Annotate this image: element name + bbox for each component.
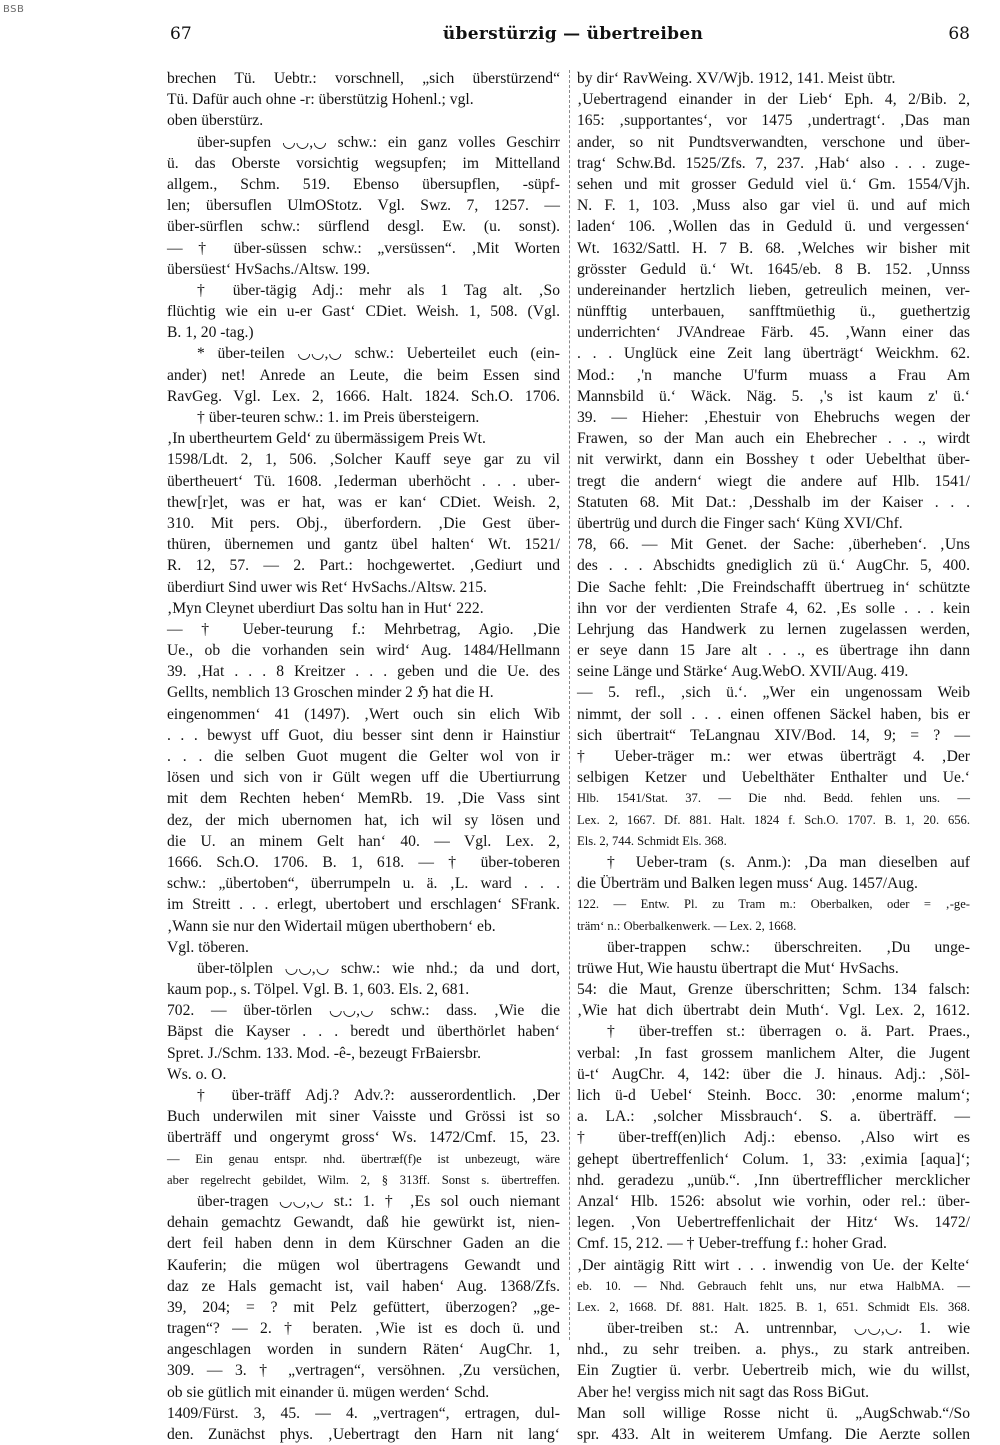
text-line: den. Zunächst phys. ‚Uebertragt den Harn nit lang‘ (167, 1426, 560, 1443)
text-line: 1409/Fürst. 3, 45. — 4. „vertragen“, ertragen, dul- (167, 1404, 560, 1422)
text-line: über-sürflen schw.: sürflend desgl. Ew. (u. sonst). (167, 218, 560, 236)
text-line: Gellts, nemblich 13 Groschen minder 2 ℌ hat die H. (167, 684, 494, 702)
text-line: ‚Uebertragend einander in der Lieb‘ Eph. 4, 2/Bib. 2, (577, 91, 970, 109)
text-line: daz ze Hals gemacht ist, vail haben‘ Aug. 1368/Zfs. (167, 1277, 560, 1295)
text-line: grösster Geduld ü.‘ Wt. 1645/eb. 8 B. 152. ‚Unnss (577, 260, 970, 278)
text-line: ‚Wie hat dich übertrabt dein Muth‘. Vgl. Lex. 2, 1612. (577, 1002, 970, 1020)
text-line: † Ueber-träger m.: wer etwas überträgt 4. ‚Der (577, 748, 970, 765)
text-line: Ws. o. O. (167, 1065, 227, 1083)
text-line: R. 12, 57. — 2. Part.: hochgewertet. ‚Gediurt und (167, 557, 560, 575)
page-header (166, 22, 980, 48)
text-line: Els. 2, 744. Schmidt Els. 368. (577, 833, 727, 848)
text-line: N. F. 1, 103. ‚Muss also gar viel ü. und auf mich (577, 197, 970, 215)
text-line: laden‘ 106. ‚Wollen das in Geduld ü. und vergessen‘ (577, 218, 970, 236)
text-line: gehept übertreffenlich‘ Colum. 1, 33: ‚eximia [aqua]‘; (577, 1150, 970, 1168)
text-line: 39. — Hieher: ‚Ehestuir von Ehebruchs wegen der (577, 409, 970, 426)
text-line: nimmt, der soll . . . einen offenen Säckel haben, bis er (577, 705, 970, 723)
text-line: 702. — über-törlen ◡◡,◡ schw.: dass. ‚Wie die (167, 1002, 560, 1020)
text-line: sich übertrait“ TeLangnau XIV/Bod. 14, 9; = ? — (577, 726, 970, 744)
text-line: * über-teilen ◡◡,◡ schw.: Ueberteilet euch (ein- (197, 345, 560, 363)
text-line: — Ein genau entspr. nhd. übertræf(f)e ist unbezeugt, wäre (167, 1151, 560, 1166)
text-line: † Ueber-tram (s. Anm.): ‚Da man dieselben auf (607, 853, 970, 871)
text-line: by dir‘ RavWeing. XV/Wjb. 1912, 141. Meist übtr. (577, 70, 896, 87)
text-line: über-tölplen ◡◡,◡ schw.: wie nhd.; da und dort, (197, 959, 560, 977)
text-line: aber regelrecht gebildet, Wilm. 2, § 313ff. Sonst s. übertreffen. (167, 1172, 560, 1187)
text-line: ander) net! Anrede an Leute, die beim Essen sind (167, 366, 560, 384)
text-line: Ue., ob die vorhanden sein wird‘ Aug. 1484/Hellmann (167, 642, 560, 660)
text-line: nhd. geradezu „unüb.“. ‚Inn übertrefflicher mercklicher (577, 1171, 970, 1189)
text-line: Statuten 68. Mit Dat.: ‚Desshalb im der Kaiser . . . (577, 493, 970, 511)
text-line: brechen Tü. Uebtr.: vorschnell, „sich überstürzend“ (167, 70, 560, 87)
text-line: überträff und ongerymt gross‘ Ws. 1472/Cmf. 15, 23. (167, 1129, 560, 1147)
text-line: oben überstürz. (167, 112, 264, 130)
text-line: 39. ‚Hat . . . 8 Kreitzer . . . geben und die Ue. des (167, 663, 560, 681)
text-line: träm‘ n.: Oberbalkenwerk. — Lex. 2, 1668. (577, 918, 797, 933)
text-line: Spret. J./Schm. 133. Mod. -ê-, bezeugt FrBaiersbr. (167, 1044, 481, 1062)
text-line: über-supfen ◡◡,◡ schw.: ein ganz volles Geschirr (197, 133, 560, 151)
text-line: selbigen Ketzer und Uebelthäter Enthalter und Ue.‘ (577, 769, 970, 787)
text-line: . . . die selben Guot mugent die Gelter wol von ir (167, 748, 560, 765)
text-line: 310. Mit pers. Obj., überfordern. ‚Die Gest über- (167, 514, 560, 532)
text-line: Lehrjung das Handwerk zu lernen zugelassen werden, (577, 620, 970, 638)
text-line: dert feil haben denn in dem Kürschner Gaden an die (167, 1235, 560, 1253)
text-line: ‚Der aintägig Ritt wirt . . . inwendig von Ue. der Kelte‘ (577, 1256, 970, 1274)
text-line: nit verwirkt, dann ein Bosshey t oder Uebelthat über- (577, 451, 970, 469)
text-line: des . . . Abschidts gnediglich zü ü.‘ AugChr. 5, 400. (577, 557, 970, 575)
text-line: — † Ueber-teurung f.: Mehrbetrag, Agio. ‚Die (167, 620, 560, 638)
library-stamp: BSB (3, 4, 25, 15)
text-line: Tü. Dafür auch ohne -r: überstützig Hohenl.; vgl. (167, 91, 474, 109)
text-line: Vgl. töberen. (167, 938, 249, 956)
text-line: — 5. refl., ‚sich ü.‘. „Wer ein ungenossam Weib (577, 684, 970, 702)
text-line: eingenommen‘ 41 (1497). ‚Wert ouch sin elich Wib (167, 705, 560, 723)
text-line: im Streitt . . . erlegt, ubertobert und erschlagen‘ SFrank. (167, 896, 560, 914)
text-line: 122. — Entw. Pl. zu Tram m.: Oberbalken, oder = ‚-ge- (577, 897, 970, 912)
text-line: trüwe Hut, Wie haustu übertrapt die Mut‘ HvSachs. (577, 959, 899, 977)
text-line: 39, 204; = ? mit Pelz gefüttert, überzogen? „ge- (167, 1298, 560, 1316)
text-line: RavGeg. Vgl. Lex. 2, 1666. Halt. 1824. Sch.O. 1706. (167, 387, 560, 405)
text-line: ‚Wann sie nur den Widertail mügen uberthobern‘ eb. (167, 917, 496, 935)
text-line: die U. an minem Gelt han‘ 40. — Vgl. Lex. 2, (167, 832, 560, 850)
text-line: Bäpst die Kayser . . . beredt und überthörlet haben‘ (167, 1023, 560, 1041)
text-line: Wt. 1632/Sattl. H. 7 B. 68. ‚Welches wir bisher mit (577, 239, 970, 257)
text-line: B. 1, 20 -tag.) (167, 324, 254, 342)
text-line: ‚Myn Cleynet uberdiurt Das soltu han in Hut‘ 222. (167, 599, 484, 617)
text-line: 309. — 3. † „vertragen“, versöhnen. ‚Zu versüchen, (167, 1362, 560, 1380)
running-title: überstürzig — übertreiben (442, 24, 704, 44)
text-line: spr. 433. Alt in weiterem Umfang. Die Aerzte sollen (577, 1426, 970, 1443)
text-line: Lex. 2, 1667. Df. 881. Halt. 1824 f. Sch.O. 1707. B. 1, 20. 656. (577, 812, 970, 827)
text-line: — † über-süssen schw.: „versüssen“. ‚Mit Worten (167, 239, 560, 257)
text-line: 1598/Ldt. 2, 1, 506. ‚Solcher Kauff seye gar zu vil (167, 451, 560, 469)
page-number-left: 67 (170, 24, 192, 44)
text-line: mit dem Rechten heben‘ MemRb. 19. ‚Die Vass sint (167, 790, 560, 808)
text-line: 1666. Sch.O. 1706. B. 1, 618. — † über-toberen (167, 853, 560, 871)
text-line: er seye dann 15 Jare alt . . ., es übertrage ihn dann (577, 642, 970, 660)
text-line: a. LA.: ‚solcher Missbrauch‘. S. a. überträff. — (577, 1108, 970, 1126)
text-line: über-tragen ◡◡,◡ st.: 1. † ‚Es sol ouch niemant (197, 1192, 560, 1210)
text-line: Kauferin; die mügen wol übertragens Gewandt und (167, 1256, 560, 1274)
text-line: thüren, übernemen und gantz übel halten‘ Wt. 1521/ (167, 536, 560, 554)
text-line: die Überträm und Balken legen muss‘ Aug. 1457/Aug. (577, 875, 918, 893)
text-line: dez, der mich ubernomen hat, ich wil sy lösen und (167, 811, 560, 829)
text-line: ü-t‘ AugChr. 4, 142: über die J. hinaus. Adj.: ‚Söl- (577, 1065, 970, 1083)
text-line: . . . Unglück eine Zeit lang überträgt‘ Weickhm. 62. (577, 345, 970, 363)
text-line: ü. das Oberste vorsichtig wegsupfen; im Mittelland (167, 154, 560, 172)
text-line: tragen“? — 2. † beraten. ‚Wie ist es doch ü. und (167, 1320, 560, 1338)
text-line: † über-treffen st.: überragen o. ä. Part. Praes., (607, 1023, 970, 1041)
text-line: über-treiben st.: A. untrennbar, ◡◡,◡. 1. wie (607, 1320, 970, 1338)
text-line: ‚In ubertheurtem Geld‘ zu übermässigem Preis Wt. (167, 430, 486, 448)
text-line: angeschlagen worden in sundern Räten‘ AugChr. 1, (167, 1341, 560, 1359)
text-line: übersüest‘ HvSachs./Altsw. 199. (167, 260, 370, 278)
text-line: † über-tägig Adj.: mehr als 1 Tag alt. ‚So (197, 281, 560, 299)
page-number-right: 68 (948, 24, 970, 44)
text-line: . . . bewyst uff Guot, diu besser sint denn ir Hainstiur (167, 726, 560, 744)
text-line: 165: ‚supportantes‘, vor 1475 ‚undertragt‘. ‚Das man (577, 112, 970, 130)
text-line: nünfftig unterbauen, sanfftmüethig ü., guethertzig (577, 303, 970, 321)
text-line: ander, so nit Pundtsverwandten, verschone und über- (577, 133, 970, 151)
text-line: † über-träff Adj.? Adv.?: ausserordentlich. ‚Der (197, 1087, 560, 1104)
text-line: Mannsbild ü.‘ Wäck. Näg. 5. ‚'s ist kaum z' ü.‘ (577, 387, 970, 405)
text-line: Mod.: ‚'n manche U'furm muass a Frau Am (577, 366, 970, 384)
text-line: verbal: ‚In fast grossem manlichem Alter, die Jugent (577, 1044, 970, 1062)
text-line: ihn vor der verdienten Strafe 4, 62. ‚Es solle . . . kein (577, 599, 970, 617)
text-line: Ein Zugtier ü. verbr. Uebertreib mich, wie du willst, (577, 1362, 970, 1380)
text-line: Hlb. 1541/Stat. 37. — Die nhd. Bedd. fehlen uns. — (577, 791, 970, 806)
text-line: tregt die andern‘ wiegt die andere auf Hlb. 1541/ (577, 472, 970, 490)
text-line: übertrüg und durch die Finger sach‘ Küng XVI/Chf. (577, 514, 903, 532)
left-column (167, 68, 560, 1443)
text-line: 78, 66. — Mit Genet. der Sache: ‚überheben‘. ‚Uns (577, 536, 970, 554)
right-column (577, 68, 970, 1443)
text-line: lösen und sich von ir Gült wegen uff die Ubertiurrung (167, 769, 560, 787)
text-line: Anzal‘ Hlb. 1526: absolut wie vorhin, oder rel.: über- (577, 1192, 970, 1210)
text-line: nhd., zu sehr treiben. a. phys., zu stark antreiben. (577, 1341, 970, 1359)
text-line: flüchtig wie ein u-er Gast‘ CDiet. Weish. 1, 508. (Vgl. (167, 303, 560, 321)
text-line: thew[r]et, was er hat, was er kan‘ CDiet. Weish. 2, (167, 493, 560, 511)
text-line: seine Länge und Stärke‘ Aug.WebO. XVII/Aug. 419. (577, 663, 909, 681)
text-line: † über-treff(en)lich Adj.: ebenso. ‚Also wirt es (577, 1129, 970, 1147)
text-line: Buch underwilen mit siner Vaisste und Grössi ist so (167, 1108, 560, 1126)
text-line: schw.: „übertoben“, überrumpeln u. ä. ‚L. ward . . . (167, 875, 560, 893)
text-line: übertheuert‘ Tü. 1608. ‚Iederman uberhöcht . . . uber- (167, 472, 560, 490)
text-line: legen. ‚Von Uebertreffenlichait der Hitz‘ Ws. 1472/ (577, 1214, 970, 1232)
text-line: kaum pop., s. Tölpel. Vgl. B. 1, 603. Els. 2, 681. (167, 981, 470, 999)
text-line: allgem., Schm. 519. Ebenso übersupflen, -süpf- (167, 175, 560, 193)
text-line: Cmf. 15, 212. — † Ueber-treffung f.: hoher Grad. (577, 1235, 887, 1253)
text-line: underrichten‘ JVAndreae Färb. 45. ‚Wann einer das (577, 324, 970, 342)
text-line: Frawen, so der Man auch ein Ehebrecher . . ., wirdt (577, 430, 970, 448)
text-line: trag‘ Schw.Bd. 1525/Zfs. 7, 237. ‚Hab‘ also . . . zuge- (577, 154, 970, 172)
text-line: 54: die Maut, Grenze überschritten; Schm. 134 falsch: (577, 981, 970, 999)
text-line: Man soll willige Rosse nicht ü. „AugSchwab.“/So (577, 1404, 970, 1422)
text-line: † über-teuren schw.: 1. im Preis übersteigern. (197, 409, 480, 426)
text-line: len; übersuflen UlmOStotz. Vgl. Swz. 7, 1257. — (167, 197, 560, 215)
text-line: ob sie gütlich mit einander ü. mügen werden‘ Schd. (167, 1383, 490, 1401)
text-line: sehen und mit grosser Geduld viel ü.‘ Gm. 1554/Vjh. (577, 175, 970, 193)
column-divider (569, 70, 571, 1340)
text-line: undereinander hertzlich lieben, getreulich meinen, ver- (577, 281, 970, 299)
text-line: eb. 10. — Nhd. Gebrauch fehlt uns, nur etwa HalbMA. — (577, 1278, 970, 1293)
text-line: Lex. 2, 1668. Df. 881. Halt. 1825. B. 1, 651. Schmidt Els. 368. (577, 1299, 970, 1314)
text-line: Aber he! vergiss mich nit sagt das Ross BiGut. (577, 1383, 870, 1401)
text-line: lich ü-d Uebel‘ Steinh. Bocc. 30: ‚enorme malum‘; (577, 1087, 970, 1104)
text-line: über-trappen schw.: überschreiten. ‚Du unge- (607, 938, 970, 956)
text-line: dehain gemachtz Gewandt, daß hie gewürkt ist, nien- (167, 1214, 560, 1232)
text-line: Die Sache fehlt: ‚Die Freindschafft übertrueg in‘ schützte (577, 578, 970, 596)
text-line: überdiurt Sind uwer wis Ret‘ HvSachs./Altsw. 215. (167, 578, 487, 596)
